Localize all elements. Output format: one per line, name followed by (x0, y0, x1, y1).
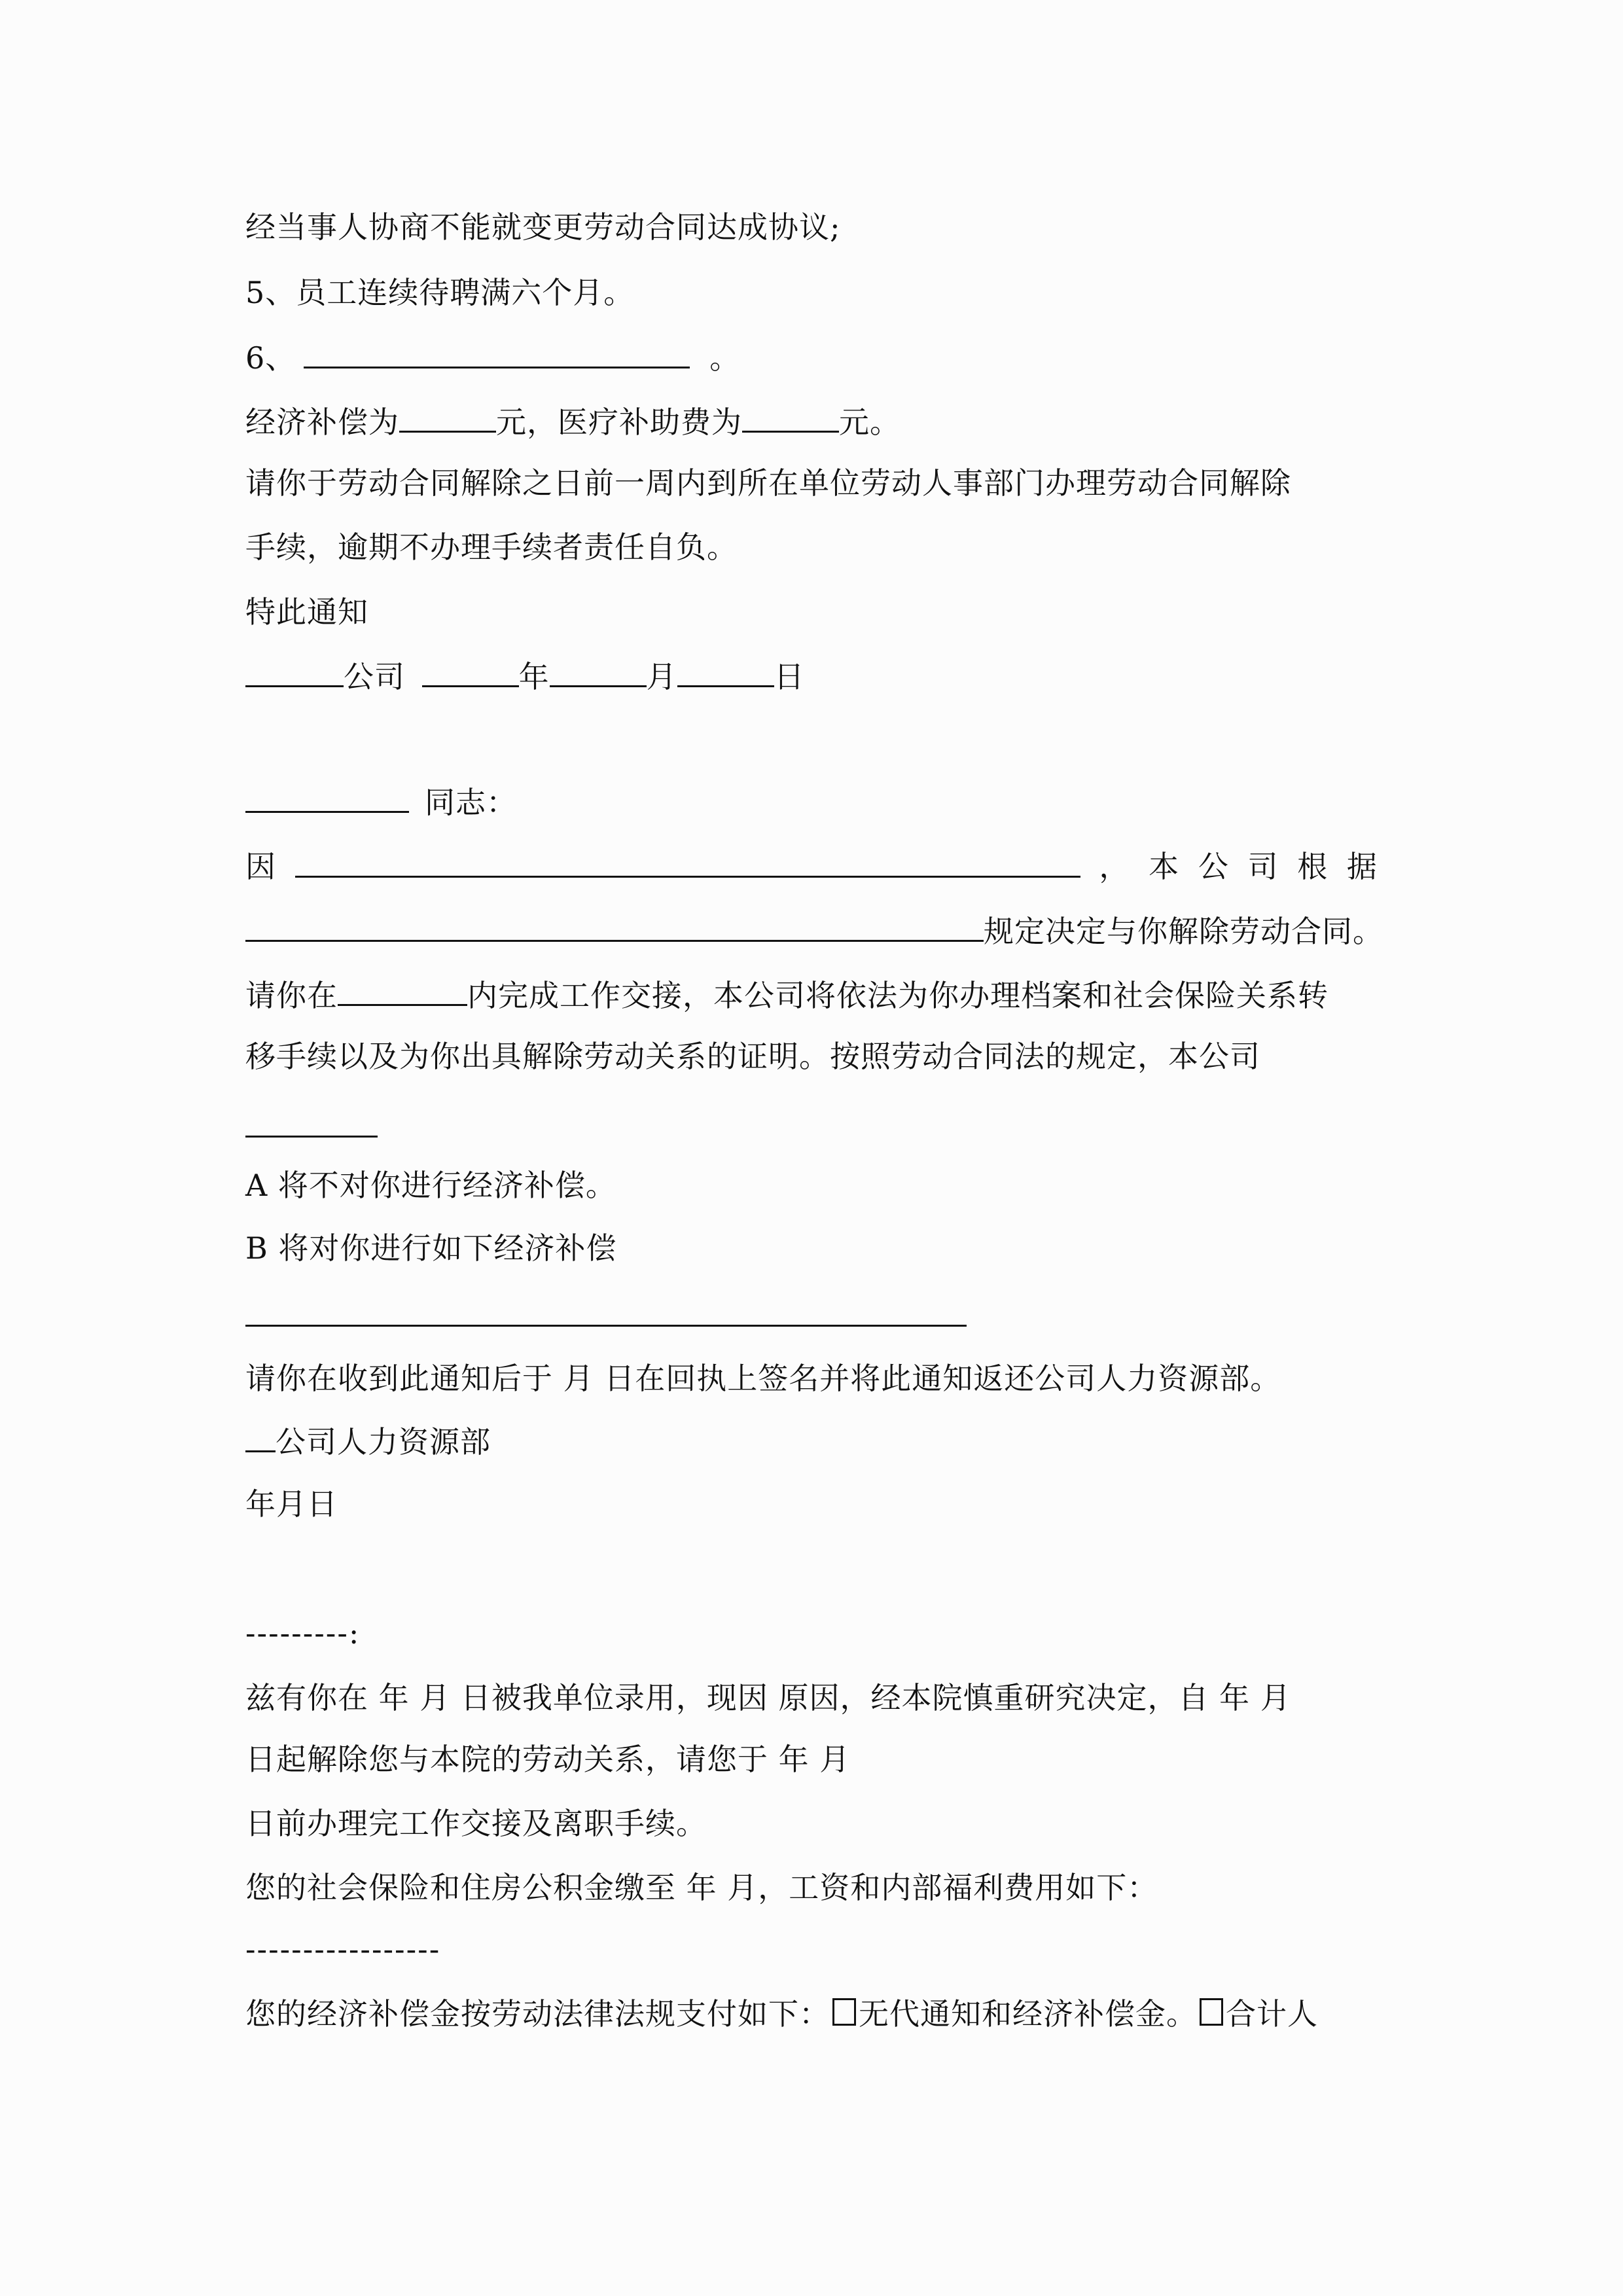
dismissal-line-1: 兹有你在 年 月 日被我单位录用，现因 原因，经本院慎重研究决定，自 年 月 (245, 1680, 1291, 1715)
reason-line (245, 847, 1378, 886)
salutation-line (245, 782, 517, 822)
salutation-dashes-line (245, 1613, 359, 1653)
option-choice-blank[interactable] (245, 1136, 378, 1138)
reason-label: 因 (245, 849, 276, 884)
handover-line-2: 移手续以及为你出具解除劳动关系的证明。按照劳动合同法的规定，本公司 (245, 1039, 1260, 1074)
company-name-blank[interactable] (245, 656, 344, 687)
company-blank[interactable] (245, 1422, 276, 1452)
request-line-1: 请你于劳动合同解除之日前一周内到所在单位劳动人事部门办理劳动合同解除 (245, 465, 1291, 501)
no-severance-label: 无代通知和经济补偿金。 (859, 1996, 1197, 2032)
clause-item-6 (245, 338, 740, 378)
day-blank[interactable] (677, 656, 774, 687)
item-6-number: 6、 (245, 340, 296, 376)
option-b: B 将对你进行如下经济补偿 (245, 1230, 617, 1266)
legal-basis-blank[interactable] (245, 911, 984, 942)
salutation-dashes: --------- (245, 1615, 349, 1651)
compensation-amount-blank[interactable] (399, 402, 496, 433)
dismissal-line-2: 日起解除您与本院的劳动关系，请您于 年 月 (245, 1742, 851, 1777)
hr-dept-label: 公司人力资源部 (276, 1424, 491, 1460)
reason-char: 据 (1346, 849, 1378, 884)
month-label: 月 (646, 659, 677, 694)
yuan-label: 元。 (839, 404, 901, 440)
dashed-line: ----------------- (245, 1931, 441, 1967)
reason-char: 司 (1247, 849, 1279, 884)
clause-text: 经当事人协商不能就变更劳动合同达成协议; (245, 209, 841, 245)
item-6-period: 。 (709, 340, 741, 376)
closing-text: 特此通知 (245, 594, 368, 630)
month-blank[interactable] (550, 656, 647, 687)
total-label: 合计人 (1226, 1996, 1318, 2032)
severance-label: 您的经济补偿金按劳动法律法规支付如下： (245, 1996, 830, 2032)
handover-line-1 (245, 975, 1329, 1015)
salutation-label: 同志： (425, 785, 517, 820)
year-label: 年 (518, 659, 550, 694)
handover-text: 内完成工作交接，本公司将依法为你办理档案和社会保险关系转 (467, 978, 1329, 1013)
severance-line (245, 1994, 1318, 2034)
handover-prefix: 请你在 (245, 978, 338, 1013)
checkbox-no-severance[interactable] (832, 1998, 856, 2026)
handover-period-blank[interactable] (338, 975, 467, 1006)
checkbox-total[interactable] (1200, 1998, 1223, 2026)
date-line: 年月日 (245, 1486, 338, 1522)
basis-line (245, 911, 1383, 951)
signature-date-line (245, 656, 805, 696)
compensation-details-blank[interactable] (245, 1325, 967, 1327)
request-line-2: 手续，逾期不办理手续者责任自负。 (245, 529, 738, 565)
reason-char: 公 (1198, 849, 1229, 884)
reason-char: 根 (1297, 849, 1329, 884)
medical-subsidy-label: 元，医疗补助费为 (496, 404, 742, 440)
salutation-colon: : (348, 1615, 360, 1651)
hr-dept-signature (245, 1422, 491, 1462)
year-blank[interactable] (422, 656, 519, 687)
insurance-line: 您的社会保险和住房公积金缴至 年 月，工资和内部福利费用如下： (245, 1870, 1158, 1905)
medical-subsidy-blank[interactable] (742, 402, 839, 433)
compensation-label: 经济补偿为 (245, 404, 399, 440)
clause-item-5: 5、员工连续待聘满六个月。 (245, 275, 635, 310)
compensation-line (245, 402, 901, 442)
reason-blank[interactable] (295, 847, 1080, 878)
receipt-instruction: 请你在收到此通知后于 月 日在回执上签名并将此通知返还公司人力资源部。 (245, 1361, 1281, 1396)
employee-name-blank[interactable] (245, 782, 409, 813)
basis-text: 规定决定与你解除劳动合同。 (984, 914, 1383, 949)
day-label: 日 (774, 659, 805, 694)
item-6-blank[interactable] (304, 338, 690, 368)
company-label: 公司 (344, 659, 405, 694)
reason-char: ， (1099, 849, 1130, 884)
reason-char: 本 (1149, 849, 1180, 884)
option-a: A 将不对你进行经济补偿。 (245, 1168, 616, 1203)
dismissal-line-3: 日前办理完工作交接及离职手续。 (245, 1806, 707, 1841)
